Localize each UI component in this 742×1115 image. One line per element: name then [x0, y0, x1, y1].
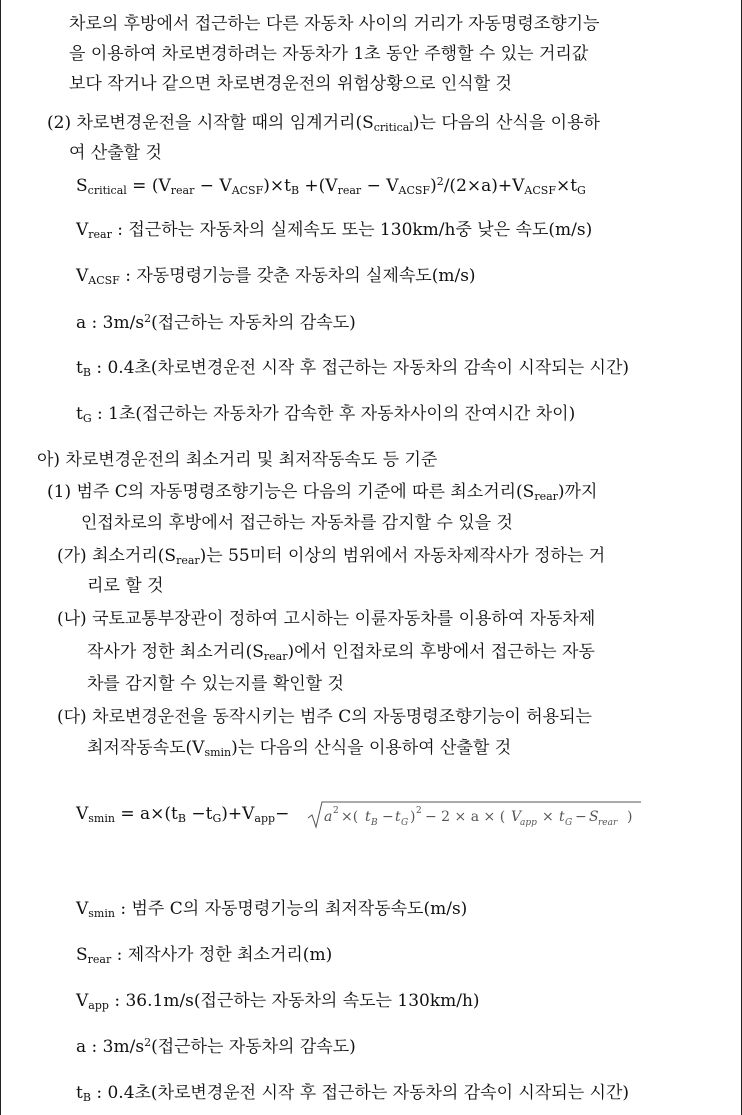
def-a-2 — [76, 1035, 356, 1059]
text: −t — [185, 804, 213, 824]
radical-text: − — [575, 809, 587, 825]
text: 차를 감지할 수 있는지를 확인할 것 — [87, 674, 344, 694]
text: : 1초(접근하는 자동차가 감속한 후 자동차사이의 잔여시간 차이) — [91, 404, 576, 424]
text: − V — [361, 176, 399, 196]
text: )+V — [221, 804, 255, 824]
text: )에서 인접차로의 후방에서 접근하는 자동 — [287, 642, 595, 662]
subscript: smin — [88, 812, 115, 825]
text: : 제작사가 정한 최소거리(m) — [111, 945, 333, 965]
subscript: G — [212, 812, 222, 825]
text: ) — [430, 176, 437, 196]
symbol: V — [76, 804, 89, 824]
text: 을 이용하여 차로변경하려는 자동차가 1초 동안 주행할 수 있는 거리값 — [69, 44, 589, 64]
text: − V — [194, 176, 232, 196]
text: (다) 차로변경운전을 동작시키는 범주 C의 자동명령조향기능이 허용되는 — [57, 707, 592, 727]
radical-text: t — [395, 809, 401, 825]
radical-text: × — [542, 809, 554, 825]
superscript: 2 — [144, 312, 152, 325]
subscript: rear — [176, 554, 200, 567]
item-na-line-2 — [87, 640, 595, 664]
item-na-line-1 — [57, 607, 595, 631]
radical-text: app — [520, 818, 537, 828]
text: 보다 작거나 같으면 차로변경운전의 위험상황으로 인식할 것 — [69, 74, 512, 94]
subscript: B — [82, 366, 91, 379]
radical-text: B — [371, 818, 378, 828]
def-a — [76, 311, 356, 335]
symbol: V — [76, 266, 89, 286]
item-2-line-2 — [69, 141, 162, 165]
symbol: S — [76, 945, 88, 965]
text: a : 3m/s — [76, 1037, 145, 1057]
subscript: smin — [88, 907, 115, 920]
radical-text: ) — [627, 809, 633, 825]
text: )×t — [263, 176, 291, 196]
symbol: V — [76, 220, 89, 240]
item-2-line-1 — [47, 111, 600, 135]
text: 차로의 후방에서 접근하는 다른 자동차 사이의 거리가 자동명령조향기능 — [69, 14, 600, 34]
subscript: G — [82, 412, 92, 425]
item-ga-line-1 — [57, 544, 605, 568]
radical-text: rear — [598, 818, 618, 828]
subscript: B — [177, 812, 186, 825]
radical-text: ) — [410, 809, 416, 825]
square-root-formula — [307, 799, 641, 831]
subscript: ACSF — [398, 184, 431, 197]
symbol: V — [76, 991, 89, 1011]
text: )까지 — [557, 482, 598, 502]
text: : 0.4초(차로변경운전 시작 후 접근하는 자동차의 감속이 시작되는 시간) — [90, 358, 629, 378]
radical-text: − 2 × a × ( — [425, 809, 506, 825]
radical-text: ×( — [341, 809, 359, 825]
radical-text: 2 — [416, 806, 422, 816]
def-v-app — [76, 989, 480, 1013]
text: (1) 범주 C의 자동명령조향기능은 다음의 기준에 따른 최소거리(S — [47, 482, 535, 502]
item-ga-line-2 — [87, 574, 164, 598]
radical-text: t — [365, 809, 371, 825]
subscript: B — [290, 184, 300, 197]
subscript: ACSF — [88, 274, 120, 287]
text: 리로 할 것 — [87, 576, 164, 596]
formula-v-smin — [76, 802, 289, 826]
text: 아) 차로변경운전의 최소거리 및 최저작동속도 등 기준 — [37, 450, 438, 470]
def-t-b — [76, 356, 629, 380]
text: (나) 국토교통부장관이 정하여 고시하는 이륜자동차를 이용하여 자동차제 — [57, 609, 596, 629]
text: )는 다음의 산식을 이용하 — [412, 113, 600, 133]
subscript: G — [577, 184, 586, 197]
subscript: critical — [373, 121, 413, 134]
subscript: rear — [88, 228, 112, 241]
text: (가) 최소거리(S — [57, 546, 177, 566]
item-1-line-2 — [81, 511, 513, 535]
formula-s-critical — [76, 174, 586, 198]
radical-text: 2 — [333, 806, 339, 816]
subscript: app — [88, 999, 109, 1012]
section-heading — [37, 448, 437, 472]
text: ×t — [555, 176, 578, 196]
subscript: rear — [337, 184, 362, 197]
text: = a×(t — [114, 804, 178, 824]
text: 인접차로의 후방에서 접근하는 자동차를 감지할 수 있을 것 — [81, 513, 513, 533]
text: +(V — [299, 176, 338, 196]
paragraph-line-2 — [69, 42, 588, 66]
text: : 자동명령기능를 갖춘 자동차의 실제속도(m/s) — [119, 266, 476, 286]
symbol: t — [76, 404, 83, 424]
subscript: rear — [263, 650, 288, 663]
subscript: smin — [204, 746, 232, 759]
text: /(2×a)+V — [443, 176, 525, 196]
symbol: S — [76, 176, 88, 196]
subscript: ACSF — [231, 184, 264, 197]
def-s-rear — [76, 943, 332, 967]
symbol: t — [76, 1083, 83, 1103]
subscript: critical — [87, 184, 127, 197]
text: 여 산출할 것 — [69, 143, 162, 163]
def-v-acsf — [76, 264, 476, 288]
text: )는 다음의 산식을 이용하여 산출할 것 — [231, 738, 512, 758]
text: : 범주 C의 자동명령기능의 최저작동속도(m/s) — [114, 899, 468, 919]
text: − — [275, 804, 290, 824]
subscript: app — [254, 812, 276, 825]
radical-text: G — [565, 818, 573, 828]
radical-text: a — [324, 809, 333, 825]
text: (2) 차로변경운전을 시작할 때의 임계거리(S — [47, 113, 374, 133]
item-na-line-3 — [87, 672, 344, 696]
item-da-line-2 — [87, 736, 511, 760]
radical-text: S — [589, 809, 599, 825]
text: 최저작동속도(V — [87, 738, 205, 758]
superscript: 2 — [436, 175, 444, 188]
text: )는 55미터 이상의 범위에서 자동차제작사가 정하는 거 — [199, 546, 606, 566]
item-1-line-1 — [47, 480, 597, 504]
subscript: B — [82, 1091, 91, 1104]
def-v-smin — [76, 897, 467, 921]
superscript: 2 — [144, 1036, 152, 1049]
text: : 36.1m/s(접근하는 자동차의 속도는 130km/h) — [108, 991, 480, 1011]
text: 작사가 정한 최소거리(S — [87, 642, 264, 662]
subscript: ACSF — [524, 184, 556, 197]
symbol: V — [76, 899, 89, 919]
subscript: rear — [170, 184, 195, 197]
text: : 접근하는 자동차의 실제속도 또는 130km/h중 낮은 속도(m/s) — [111, 220, 593, 240]
text: a : 3m/s — [76, 313, 145, 333]
subscript: rear — [534, 490, 558, 503]
radical-text: G — [401, 818, 409, 828]
def-t-g — [76, 402, 575, 426]
text: (접근하는 자동차의 감속도) — [151, 313, 356, 333]
radical-text: − — [382, 809, 394, 825]
def-v-rear — [76, 218, 592, 242]
text: = (V — [126, 176, 171, 196]
text: (접근하는 자동차의 감속도) — [151, 1037, 356, 1057]
text: : 0.4초(차로변경운전 시작 후 접근하는 자동차의 감속이 시작되는 시간) — [90, 1083, 629, 1103]
paragraph-line-3 — [69, 72, 512, 96]
def-t-b-2 — [76, 1081, 629, 1105]
radical-text: V — [511, 809, 522, 825]
item-da-line-1 — [57, 705, 592, 729]
paragraph-line-1 — [69, 12, 737, 36]
subscript: rear — [87, 953, 112, 966]
symbol: t — [76, 358, 83, 378]
radical-text: t — [559, 809, 565, 825]
